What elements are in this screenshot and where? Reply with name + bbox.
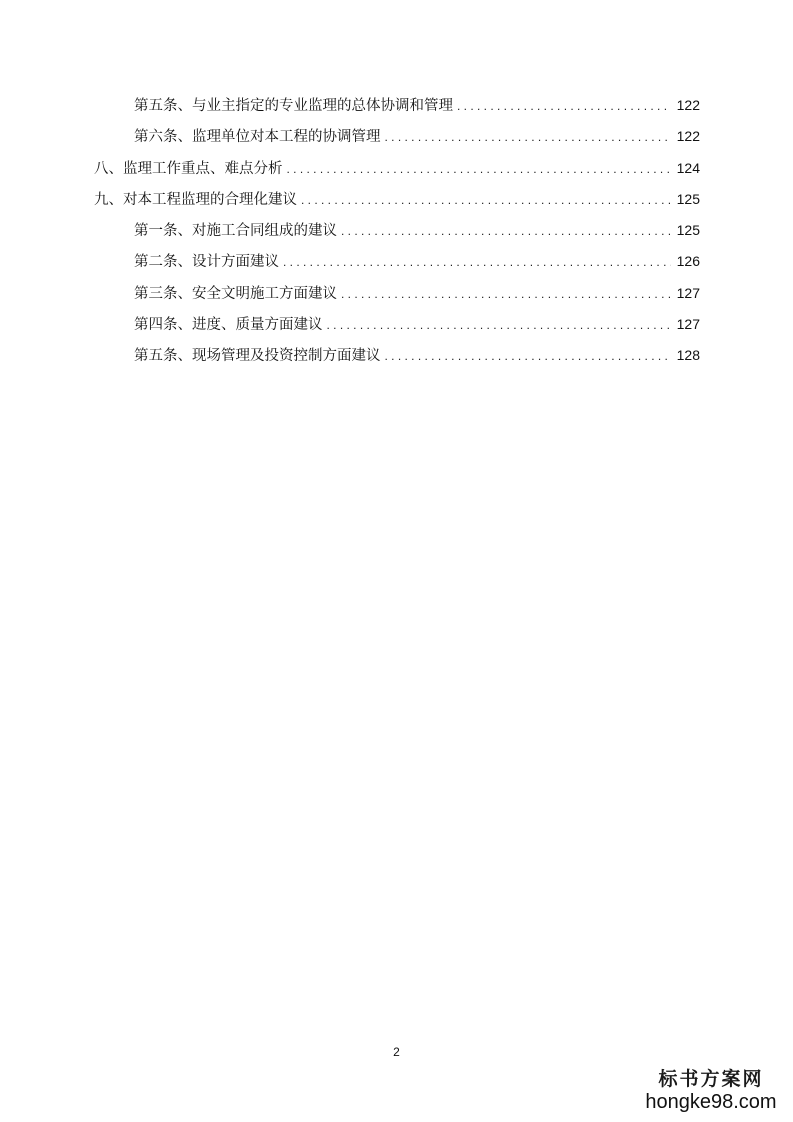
toc-entry-title: 第三条、安全文明施工方面建议 [134,285,337,302]
toc-entry-title: 八、监理工作重点、难点分析 [94,160,283,177]
toc-dot-leader [287,158,671,180]
toc-entry-page: 128 [676,347,700,364]
toc-entry-title: 第五条、与业主指定的专业监理的总体协调和管理 [134,98,453,114]
watermark-name: 标书方案网 [658,1068,764,1090]
toc-entry-page: 127 [676,316,700,333]
toc-dot-leader [385,126,671,148]
toc-entry-page: 125 [676,190,700,207]
toc-dot-leader [327,314,671,336]
toc-dot-leader [301,189,671,211]
toc-entry-page: 125 [676,222,700,239]
table-of-contents [94,94,700,376]
toc-entry-title: 第二条、设计方面建议 [134,254,279,271]
toc-entry[interactable] [94,250,700,281]
toc-entry-title: 九、对本工程监理的合理化建议 [94,191,297,208]
toc-entry[interactable] [94,157,700,188]
page-number: 2 [393,1045,400,1059]
toc-entry-title: 第一条、对施工合同组成的建议 [134,223,337,240]
toc-entry[interactable] [94,94,700,125]
toc-entry[interactable] [94,125,700,156]
toc-entry-page: 127 [676,284,700,301]
toc-entry-page: 122 [676,97,700,113]
toc-entry-page: 124 [676,159,700,176]
toc-entry-title: 第六条、监理单位对本工程的协调管理 [134,129,381,146]
toc-dot-leader [341,220,671,242]
toc-dot-leader [341,283,671,305]
toc-entry[interactable] [94,313,700,344]
watermark-url: hongke98.com [645,1091,777,1113]
toc-dot-leader [457,95,671,117]
toc-entry-title: 第五条、现场管理及投资控制方面建议 [134,348,381,365]
toc-entry[interactable] [94,344,700,375]
site-watermark [641,1068,781,1114]
toc-dot-leader [385,345,671,367]
toc-entry[interactable] [94,188,700,219]
toc-entry-page: 126 [676,253,700,270]
toc-entry[interactable] [94,282,700,313]
toc-entry-page: 122 [676,128,700,145]
toc-dot-leader [283,251,671,273]
toc-entry-title: 第四条、进度、质量方面建议 [134,317,323,334]
toc-entry[interactable] [94,219,700,250]
